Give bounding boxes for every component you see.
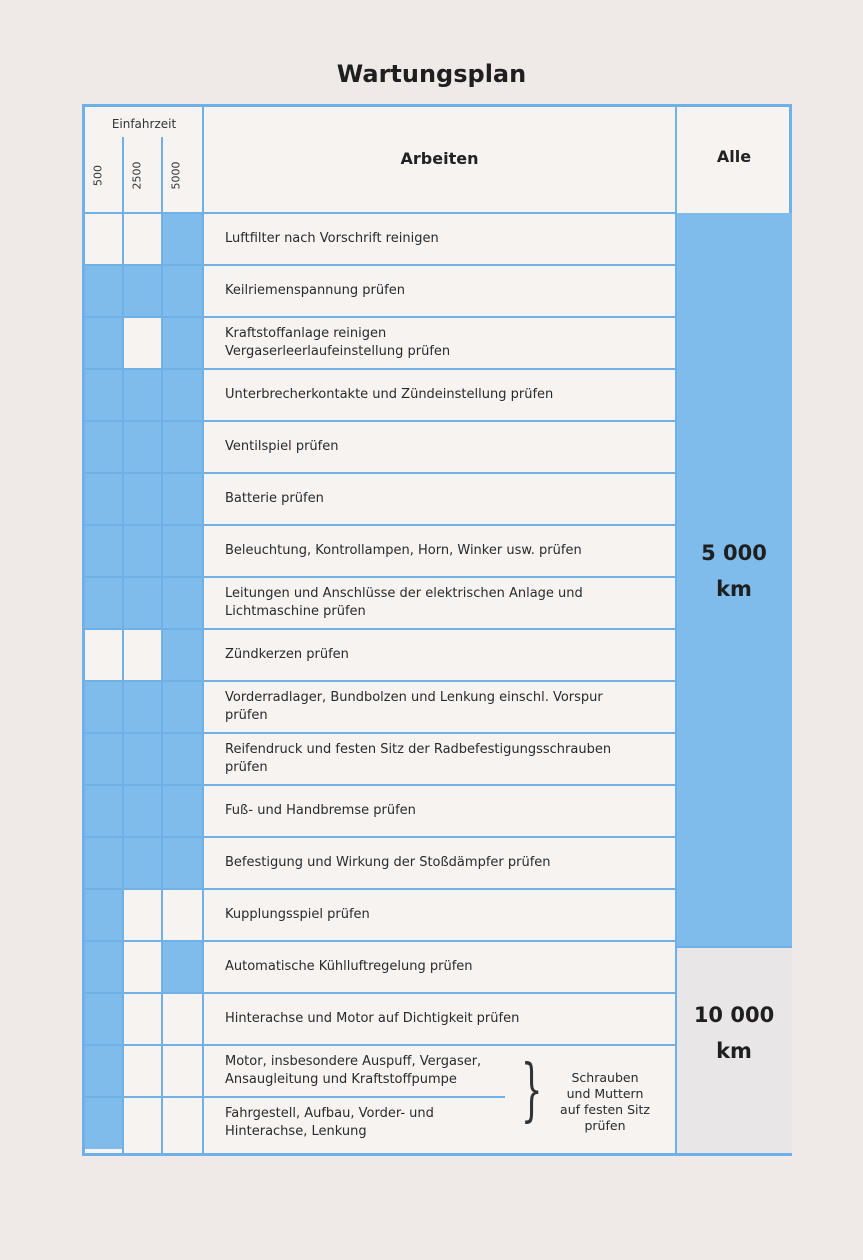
- row-divider: [85, 732, 676, 734]
- mark-cell: [123, 733, 162, 785]
- mark-cell: [85, 837, 123, 889]
- km-500-header: 500: [91, 165, 105, 186]
- mark-cell: [85, 525, 123, 577]
- row-divider: [85, 576, 676, 578]
- mark-cell: [123, 317, 162, 369]
- mark-cell: [85, 733, 123, 785]
- mark-cell: [85, 681, 123, 733]
- row-divider: [85, 212, 676, 214]
- mark-cell: [162, 629, 203, 681]
- km-5000-header: 5000: [169, 161, 183, 190]
- mark-cell: [85, 941, 123, 993]
- task-row: Fahrgestell, Aufbau, Vorder- und Hinterachse, Lenkung: [225, 1106, 434, 1139]
- mark-cell: [123, 1097, 162, 1149]
- task-row: Befestigung und Wirkung der Stoßdämpfer prüfen: [225, 855, 551, 870]
- einfahrzeit-header: Einfahrzeit: [111, 117, 177, 131]
- mark-cell: [123, 473, 162, 525]
- mark-cell: [162, 317, 203, 369]
- task-row: Fuß- und Handbremse prüfen: [225, 803, 416, 818]
- mark-cell: [85, 473, 123, 525]
- mark-cell: [85, 629, 123, 681]
- interval-10000-label: [676, 997, 792, 1069]
- task-row: Motor, insbesondere Auspuff, Vergaser, Ansaugleitung und Kraftstoffpumpe: [225, 1054, 482, 1087]
- mark-cell: [123, 213, 162, 265]
- mark-cell: [85, 421, 123, 473]
- alle-header: Alle: [716, 147, 752, 166]
- task-row: Unterbrecherkontakte und Zündeinstellung prüfen: [225, 387, 554, 402]
- mark-cell: [162, 1045, 203, 1097]
- task-row: Kraftstoffanlage reinigen Vergaserleerlaufeinstellung prüfen: [225, 326, 451, 359]
- task-row: Vorderradlager, Bundbolzen und Lenkung einschl. Vorspur prüfen: [225, 690, 603, 723]
- mark-cell: [85, 369, 123, 421]
- column-divider: [675, 107, 677, 1153]
- mark-cell: [123, 369, 162, 421]
- mark-cell: [85, 1045, 123, 1097]
- km-2500-header: 2500: [130, 161, 144, 190]
- interval-divider: [676, 946, 792, 948]
- task-row: Reifendruck und festen Sitz der Radbefestigungsschrauben prüfen: [225, 742, 612, 775]
- mark-cell: [123, 941, 162, 993]
- mark-cell: [85, 889, 123, 941]
- interval-5000-line: 5 000 km: [701, 541, 767, 601]
- task-row: Zündkerzen prüfen: [225, 647, 349, 662]
- task-row: Luftfilter nach Vorschrift reinigen: [225, 231, 439, 246]
- task-row: Beleuchtung, Kontrollampen, Horn, Winker usw. prüfen: [225, 543, 582, 558]
- mark-cell: [162, 993, 203, 1045]
- interval-5000-label: [676, 535, 792, 607]
- row-divider: [85, 420, 676, 422]
- row-divider: [85, 680, 676, 682]
- mark-cell: [123, 577, 162, 629]
- arbeiten-header: Arbeiten: [400, 149, 479, 168]
- mark-cell: [162, 265, 203, 317]
- mark-cell: [123, 993, 162, 1045]
- mark-cell: [123, 889, 162, 941]
- task-row: Batterie prüfen: [225, 491, 324, 506]
- row-divider: [85, 1096, 505, 1098]
- row-divider: [85, 368, 676, 370]
- row-divider: [85, 836, 676, 838]
- mark-cell: [85, 993, 123, 1045]
- mark-cell: [123, 1045, 162, 1097]
- row-divider: [85, 992, 676, 994]
- mark-cell: [162, 577, 203, 629]
- mark-cell: [162, 213, 203, 265]
- column-divider: [161, 137, 163, 1153]
- mark-cell: [162, 473, 203, 525]
- mark-cell: [123, 681, 162, 733]
- row-divider: [85, 888, 676, 890]
- mark-cell: [85, 785, 123, 837]
- column-divider: [122, 137, 124, 1153]
- row-divider: [85, 264, 676, 266]
- mark-cell: [162, 1097, 203, 1149]
- bolts-note: Schrauben und Muttern auf festen Sitz prüfen: [560, 1070, 650, 1133]
- mark-cell: [85, 213, 123, 265]
- mark-cell: [162, 889, 203, 941]
- mark-cell: [85, 577, 123, 629]
- row-divider: [85, 1044, 676, 1046]
- mark-cell: [162, 525, 203, 577]
- task-row: Keilriemenspannung prüfen: [225, 283, 405, 298]
- task-row: Kupplungsspiel prüfen: [225, 907, 370, 922]
- mark-cell: [85, 317, 123, 369]
- mark-cell: [85, 265, 123, 317]
- row-divider: [85, 472, 676, 474]
- mark-cell: [123, 629, 162, 681]
- row-divider: [85, 316, 676, 318]
- brace-symbol: }: [520, 1051, 543, 1130]
- task-row: Hinterachse und Motor auf Dichtigkeit prüfen: [225, 1011, 520, 1026]
- mark-cell: [123, 837, 162, 889]
- row-divider: [85, 940, 676, 942]
- interval-10000-line: 10 000 km: [693, 1003, 775, 1063]
- task-row: Ventilspiel prüfen: [225, 439, 339, 454]
- mark-cell: [162, 837, 203, 889]
- mark-cell: [123, 421, 162, 473]
- task-row: Automatische Kühlluftregelung prüfen: [225, 959, 473, 974]
- page-title: Wartungsplan: [336, 60, 527, 88]
- mark-cell: [123, 265, 162, 317]
- task-row: Leitungen und Anschlüsse der elektrischen Anlage und Lichtmaschine prüfen: [225, 586, 583, 619]
- row-divider: [85, 784, 676, 786]
- mark-cell: [162, 681, 203, 733]
- mark-cell: [123, 785, 162, 837]
- mark-cell: [162, 785, 203, 837]
- row-divider: [85, 524, 676, 526]
- mark-cell: [162, 421, 203, 473]
- mark-cell: [123, 525, 162, 577]
- maintenance-table: [82, 104, 792, 1156]
- mark-cell: [162, 369, 203, 421]
- row-divider: [85, 628, 676, 630]
- column-divider: [202, 107, 204, 1153]
- mark-cell: [162, 941, 203, 993]
- mark-cell: [162, 733, 203, 785]
- mark-cell: [85, 1097, 123, 1149]
